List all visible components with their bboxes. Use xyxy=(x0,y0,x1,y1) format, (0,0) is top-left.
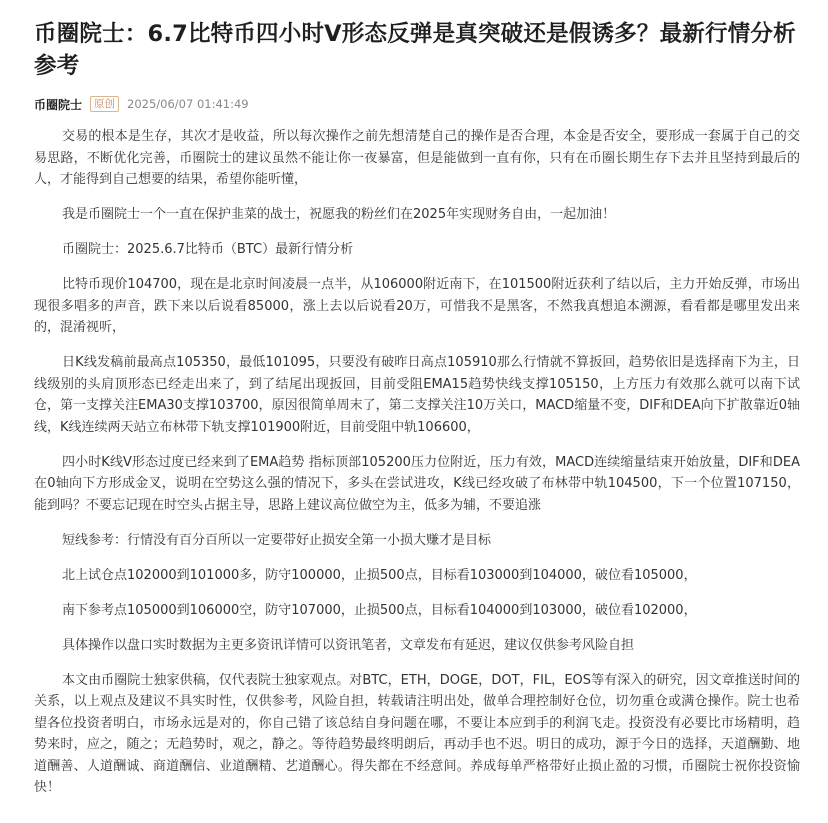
paragraph-four-hour-analysis: 四小时K线V形态过度已经来到了EMA趋势 指标顶部105200压力位附近，压力有效，MACD连续缩量结束开始放量，DIF和DEA在0轴向下方形成金叉，说明在空势这么强的情况下，多头在尝试进攻，K线已经攻破了布林带中轨104500，下一个位置107150，能到吗？不要忘记现在时空头占据主导，思路上建议高位做空为主，低多为辅，不要追涨 xyxy=(34,454,800,513)
author-name[interactable]: 币圈院士 xyxy=(34,97,83,112)
paragraph-short-setup: 南下参考点105000到106000空，防守107000，止损500点，目标看104000到103000，破位看102000， xyxy=(62,602,697,618)
article-title: 币圈院士：6.7比特币四小时V形态反弹是真突破还是假诱多？最新行情分析参考 xyxy=(34,21,796,79)
original-badge: 原创 xyxy=(90,96,119,112)
article-meta xyxy=(34,94,800,114)
paragraph-footer: 本文由币圈院士独家供稿，仅代表院士独家观点。对BTC，ETH，DOGE，DOT，FIL，EOS等有深入的研究，因文章推送时间的关系，以上观点及建议不具实时性，仅供参考，风险自担，转载请注明出处，做单合理控制好仓位，切勿重仓或满仓操作。院士也希望各位投资者明白，市场永远是对的，你自己错了该总结自身问题在哪，不要让本应到手的利润飞走。投资没有必要比市场精明，趋势来时，应之，随之；无趋势时，观之，静之。等待趋势最终明朗后，再动手也不迟。明日的成功，源于今日的选择，天道酬勤、地道酬善、人道酬诚、商道酬信、业道酬精、艺道酬心。得失都在不经意间。养成每单严格带好止损止盈的习惯，币圈院士祝你投资愉快！ xyxy=(34,672,800,795)
paragraph-long-setup: 北上试仓点102000到101000多，防守100000，止损500点，目标看103000到104000，破位看105000， xyxy=(62,567,697,583)
paragraph-heading: 币圈院士：2025.6.7比特币（BTC）最新行情分析 xyxy=(62,242,354,257)
paragraph-current-price: 比特币现价104700，现在是北京时间凌晨一点半，从106000附近南下，在101500附近获利了结以后，主力开始反弹，市场出现很多唱多的声音，跌下来以后说看85000，涨上去以后说看20万，可惜我不是黑客，不然我真想追本溯源，看看都是哪里发出来的，混淆视听， xyxy=(34,277,800,335)
publish-timestamp: 2025/06/07 01:41:49 xyxy=(127,97,249,111)
paragraph-daily-analysis: 日K线发稿前最高点105350，最低101095，只要没有破昨日高点105910那么行情就不算扳回，趋势依旧是选择南下为主，日线级别的头肩顶形态已经走出来了，到了结尾出现扳回，目前受阻EMA15趋势快线支撑105150，上方压力有效那么就可以南下试仓，第一支撑关注EMA30支撑103700，原因很简单周末了，第二支撑关注10万关口，MACD缩量不变，DIF和DEA向下扩散靠近0轴线，K线连续两天站立布林带下轨支撑101900附近，目前受阻中轨106600， xyxy=(34,355,800,435)
article-body xyxy=(34,126,800,799)
paragraph-intro: 交易的根本是生存，其次才是收益，所以每次操作之前先想清楚自己的操作是否合理，本金是否安全，要形成一套属于自己的交易思路，不断优化完善，币圈院士的建议虽然不能让你一夜暴富，但是能做到一直有你，只有在币圈长期生存下去并且坚持到最后的人，才能得到自己想要的结果，希望你能听懂， xyxy=(34,129,800,187)
paragraph-greeting: 我是币圈院士一个一直在保护韭菜的战士，祝愿我的粉丝们在2025年实现财务自由，一起加油！ xyxy=(62,207,616,222)
paragraph-disclaimer: 具体操作以盘口实时数据为主更多资讯详情可以资讯笔者，文章发布有延迟，建议仅供参考风险自担 xyxy=(62,637,635,653)
paragraph-short-term: 短线参考：行情没有百分百所以一定要带好止损安全第一小损大赚才是目标 xyxy=(62,532,492,548)
